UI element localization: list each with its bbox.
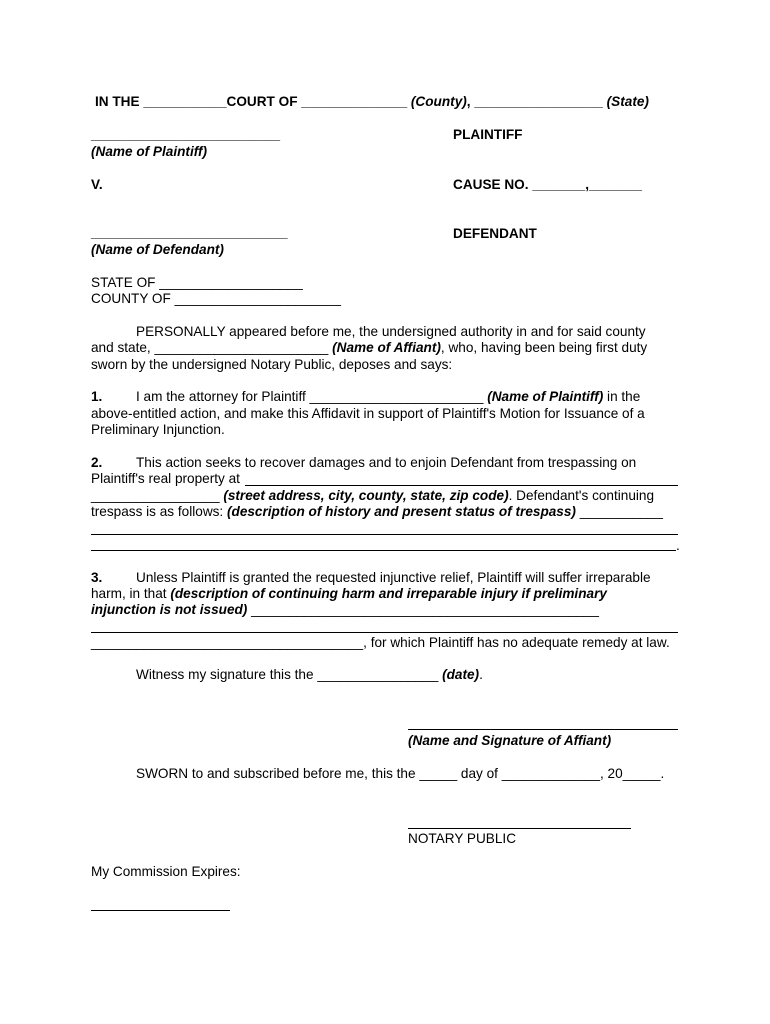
plaintiff-name-line: _________________________ — [91, 127, 281, 142]
plaintiff-name-label: (Name of Plaintiff) — [91, 144, 208, 159]
street-address-label: (street address, city, county, state, zip code) — [223, 488, 509, 503]
para3-line-2 — [91, 585, 607, 602]
para1-line-2: above-entitled action, and make this Affidavit in support of Plaintiff's Motion for Issuance of a — [91, 406, 645, 421]
intro-line-2-a: and state, _______________________ — [91, 340, 333, 355]
para1-line-3: Preliminary Injunction. — [91, 422, 225, 437]
trespass-blank-line-1 — [91, 534, 678, 535]
witness-text: Witness my signature this the ________________ — [136, 667, 443, 682]
commission-label: My Commission Expires: — [91, 864, 241, 879]
para3-line-5-b: , for which Plaintiff has no adequate remedy at law. — [363, 635, 670, 650]
trespass-description-label: (description of history and present status of trespass) — [226, 504, 576, 519]
intro-line-1: PERSONALLY appeared before me, the undersigned authority in and for said county — [136, 324, 646, 339]
witness-date-label: (date) — [442, 667, 480, 682]
para3-line-1: Unless Plaintiff is granted the requested injunctive relief, Plaintiff will suffer irreparable — [136, 570, 651, 585]
venue-county: COUNTY OF ______________________ — [91, 291, 341, 306]
cause-label: CAUSE NO. — [453, 177, 529, 192]
sworn-line: SWORN to and subscribed before me, this the _____ day of _____________, 20_____. — [136, 766, 665, 781]
para3-line-2-a: harm, in that — [91, 586, 171, 601]
caption-court-of: COURT OF — [226, 94, 298, 109]
caption-in-the: IN THE — [95, 94, 140, 109]
para1-line-1 — [136, 388, 640, 405]
state-blank: _________________ — [474, 94, 603, 109]
para2-line-4-a: trespass is as follows: — [91, 504, 227, 519]
harm-blank-line — [91, 632, 678, 633]
intro-line-2 — [91, 339, 647, 356]
commission-date-line — [91, 910, 230, 911]
para2-line-4-c: ___________ — [575, 504, 663, 519]
para2-line-2: Plaintiff's real property at — [91, 471, 240, 486]
para2-line-3-a: _________________ — [91, 488, 224, 503]
affiant-signature-label: (Name and Signature of Affiant) — [408, 733, 612, 748]
cause-number — [453, 176, 642, 193]
para2-end-period: . — [676, 538, 680, 553]
para1-line-1-c: in the — [603, 389, 641, 404]
intro-line-3: sworn by the undersigned Notary Public, deposes and says: — [91, 357, 453, 372]
defendant-name-line: __________________________ — [91, 225, 288, 240]
defendant-name-label: (Name of Defendant) — [91, 242, 224, 257]
court-caption — [95, 93, 649, 110]
cause-comma: , — [585, 177, 590, 192]
para3-line-5-a: ____________________________________ — [91, 635, 364, 650]
para1-line-1-a: I am the attorney for Plaintiff _______________________ — [136, 389, 488, 404]
county-blank: ______________ — [301, 94, 408, 109]
trespass-blank-line-2 — [91, 550, 676, 551]
para3-number: 3. — [91, 570, 103, 585]
notary-signature-line — [408, 828, 631, 829]
para2-line-3 — [91, 487, 654, 504]
harm-description-label-cont: injunction is not issued) — [91, 602, 248, 617]
witness-period: . — [479, 667, 483, 682]
county-label: (County) — [410, 94, 467, 109]
notary-label: NOTARY PUBLIC — [408, 831, 517, 846]
cause-blank-2: _______ — [589, 177, 642, 192]
cause-blank-1: _______ — [532, 177, 586, 192]
para2-number: 2. — [91, 455, 103, 470]
witness-line — [136, 666, 483, 683]
para1-plaintiff-label: (Name of Plaintiff) — [487, 389, 604, 404]
venue-state: STATE OF ___________________ — [91, 275, 303, 290]
para2-line-4 — [91, 503, 663, 520]
affiant-signature-line — [408, 729, 678, 730]
para3-line-3-b: ______________________________________________ — [247, 602, 599, 617]
state-label: (State) — [606, 94, 649, 109]
para3-line-5 — [91, 634, 670, 651]
plaintiff-role: PLAINTIFF — [453, 127, 523, 142]
court-name-blank: ___________ — [143, 94, 227, 109]
harm-description-label: (description of continuing harm and irreparable injury if preliminary — [170, 586, 607, 601]
para1-number: 1. — [91, 389, 103, 404]
caption-comma: , — [466, 94, 471, 109]
para2-line-1: This action seeks to recover damages and to enjoin Defendant from trespassing on — [136, 455, 637, 470]
affiant-name-label: (Name of Affiant) — [332, 340, 441, 355]
versus: V. — [91, 177, 103, 192]
intro-line-2-c: , who, having been being first duty — [440, 340, 648, 355]
property-blank-line — [245, 485, 678, 486]
defendant-role: DEFENDANT — [453, 226, 537, 241]
para2-line-3-c: . Defendant's continuing — [508, 488, 655, 503]
para3-line-3 — [91, 601, 599, 618]
